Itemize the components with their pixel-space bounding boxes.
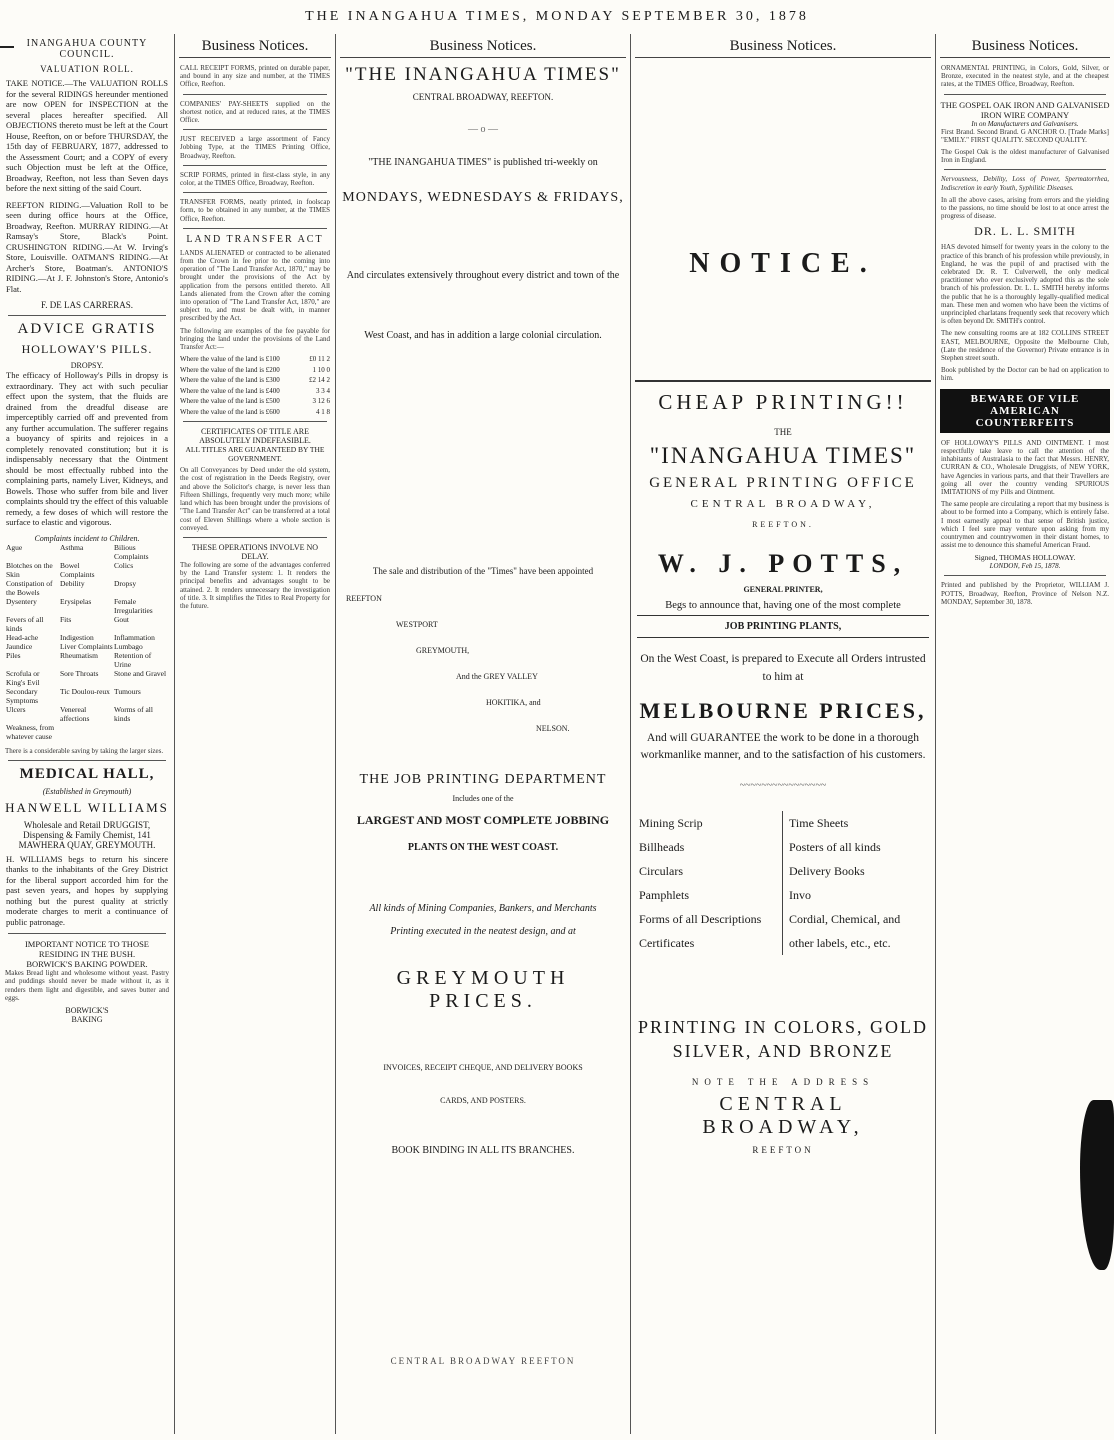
nervous-text: In all the above cases, arising from errors and the yielding to the passions, no time should be lost to at once arrest the progress of disease. <box>941 195 1109 221</box>
agents-list <box>336 586 630 742</box>
general-printing: GENERAL PRINTING OFFICE <box>649 475 917 491</box>
complaint-item: Secondary Symptoms <box>6 686 39 705</box>
section-header: Business Notices. <box>635 34 931 58</box>
complaint-item: Female Irregularities <box>114 596 153 615</box>
valuation-text: TAKE NOTICE.—The VALUATION ROLLS for the several RIDINGS hereunder mentioned are now OPEN for INSPECTION at the several places hereafter specified. All OBJECTIONS thereto must be left at the Court House, Reefton, on or before THURSDAY, the 15th day of FEBRUARY, 1877, addressed to the Assessment Court; and a COPY of every such Objection must be left at the Office, Broadway, Reefton, not less than Seven days before the next sitting of the said Court. <box>6 78 168 193</box>
circulation-text: And circulates extensively throughout every district and town of the West Coast, and has in addition a large colonial circulation. <box>346 270 620 341</box>
service-item: Time Sheets <box>789 816 849 830</box>
agent-item: GREYMOUTH, <box>416 646 470 655</box>
complaint-item: Inflammation <box>114 632 155 642</box>
section-header: Business Notices. <box>179 34 331 58</box>
column-3: Business Notices. "THE INANGAHUA TIMES" CENTRAL BROADWAY, REEFTON. — o — "THE INANGAHUA TIMES" is published tri-weekly on MONDAYS, WEDNESDAYS & FRIDAYS, And circulates extensively throughout every district and town of the West Coast, and has in addition a large colonial circulation. The sale and distribution of the "Times" have been appointed REEFTON WESTPORT GREYMOUTH, And the GREY VALLEY HOKITIKA, and NELSON. THE JOB PRINTING DEPARTMENT Includes one of the LARGEST AND MOST COMPLETE JOBBING PLANTS ON THE WEST COAST. All kinds of Mining Companies, Bankers, and Merchants Printing executed in the neatest design, and at GREYMOUTH PRICES. INVOICES, RECEIPT CHEQUE, AND DELIVERY BOOKS CARDS, AND POSTERS. BOOK BINDING IN ALL ITS BRANCHES. CENTRAL BROADWAY REEFTON <box>336 34 630 1434</box>
complaint-item: Worms of all kinds <box>114 704 153 723</box>
fee-label: Where the value of the land is £200 <box>180 365 280 374</box>
potts-name: W. J. POTTS, <box>657 549 909 578</box>
land-transfer-heading: LAND TRANSFER ACT <box>186 233 324 245</box>
coast-text: On the West Coast, is prepared to Execute all Orders intrusted to him at <box>640 653 926 683</box>
london-date: LONDON, Feb 15, 1878. <box>989 562 1061 571</box>
important-notice: IMPORTANT NOTICE TO THOSE RESIDING IN THE BUSH. <box>24 939 150 960</box>
complaint-item: Gout <box>114 614 129 624</box>
complaint-item: Fits <box>60 614 72 624</box>
complaints-list <box>6 543 168 741</box>
complaint-item: Ulcers <box>6 704 26 714</box>
council-title: INANGAHUA COUNTY COUNCIL. <box>26 38 148 60</box>
days-text: MONDAYS, WEDNESDAYS & FRIDAYS, <box>342 190 624 205</box>
melbourne-prices: MELBOURNE PRICES, <box>639 698 927 723</box>
fee-amount: 1 10 0 <box>312 365 330 374</box>
service-item: Forms of all Descriptions <box>639 912 762 926</box>
complaint-item: Tic Doulou-reux <box>60 686 110 696</box>
holloway-text: The efficacy of Holloway's Pills in dropsy is extraordinary. They act with such peculiar effect upon the system, that the fluids are drained from the dreadful disease are imperceptibly carried off and prevented from any further accumulation. The sufferer regains a buoyancy of spirits and rejoices in a completely renovated constitution; but it is indispensably necessary that the Ointment should be most effectually rubbed into the complaining parts, namely Liver, Kidneys, and Bowels. Those who suffer from bile and liver complaints should try the effect of this valuable remedy, a few doses of which will restore the surface to elastic and vigorous. <box>6 370 169 527</box>
ad-pay-sheets: COMPANIES' PAY-SHEETS supplied on the shortest notice, and at reduced rates, at the TIMES Office. <box>180 99 330 125</box>
fee-label: Where the value of the land is £400 <box>180 386 280 395</box>
column-4: Business Notices. NOTICE. CHEAP PRINTING!! THE "INANGAHUA TIMES" GENERAL PRINTING OFFICE CENTRAL BROADWAY, REEFTON. W. J. POTTS, GENERAL PRINTER, Begs to announce that, having one of the most complete JOB PRINTING PLANTS, On the West Coast, is prepared to Execute all Orders intrusted to him at MELBOURNE PRICES, And will GUARANTEE the work to be done in a thorough workmanlike manner, and to the satisfaction of his customers. ~~~~~~~~~~~~~~~~ Mining Scrip Billheads Circulars Pamphlets Forms of all Descriptions Certificates Time Sheets Posters of all kinds Delivery Books Invo Cordial, Chemical, and other labels, etc., etc. PRINTING IN COLORS, GOLD SILVER, AND BRONZE NOTE THE ADDRESS CENTRAL BROADWAY, REEFTON <box>631 34 935 1434</box>
fee-amount: 3 12 6 <box>312 397 330 406</box>
beware-banner: BEWARE OF VILE AMERICAN COUNTERFEITS <box>940 389 1110 433</box>
ridings-text: REEFTON RIDING.—Valuation Roll to be seen during office hours at the Office, Broadway, Reefton. MURRAY RIDING.—At Ramsay's Store, Black's Point. CRUSHINGTON RIDING.—At W. Irving's Store, Louisville. OATMAN'S RIDING.—At Archer's Store, Boatman's. ANTONIO'S RIDING.—At J. F. Johnston's Store, Antonio's Flat. <box>6 199 168 294</box>
times-address: CENTRAL BROADWAY, REEFTON. <box>412 92 554 102</box>
complaint-item: Asthma <box>60 542 84 552</box>
established-text: (Established in Greymouth) <box>42 786 132 796</box>
gospel-sub: In on Manufacturers and Galvanisers. <box>971 119 1079 128</box>
fee-row <box>180 408 330 417</box>
service-item: Invo <box>789 888 811 902</box>
complaint-item: Indigestion <box>60 632 94 642</box>
job-plants: JOB PRINTING PLANTS, <box>637 615 929 638</box>
hall-text: H. WILLIAMS begs to return his sincere thanks to the inhabitants of the Grey District for the liberal support accorded him for the past seven years, and hopes by supplying nothing but the purest quality at strictly moderate charges to merit a continuance of public patronage. <box>6 853 168 927</box>
complaint-item: Venereal affections <box>60 704 90 723</box>
fee-row <box>180 355 330 364</box>
complaint-item: Bowel Complaints <box>60 560 95 579</box>
agents-intro: The sale and distribution of the "Times" have been appointed <box>372 566 594 576</box>
ops-text: The following are some of the advantages conferred by the Land Transfer system: 1. It renders the principal benefits and advantages sought to be attained. 2. It renders unnecessary the investigation of title. 3. It simplifies the Titles to Real Property for the future. <box>180 560 330 610</box>
masthead: THE INANGAHUA TIMES, MONDAY SEPTEMBER 30, 1878 <box>305 9 809 24</box>
fee-label: Where the value of the land is £500 <box>180 397 280 406</box>
services-left <box>639 811 783 955</box>
service-item: Certificates <box>639 936 695 950</box>
gospel-text: The Gospel Oak is the oldest manufacturer of Galvanised Iron in England. <box>941 148 1109 165</box>
holloway-note: There is a considerable saving by taking the larger sizes. <box>5 746 164 755</box>
service-item: Billheads <box>639 840 685 854</box>
book-binding: BOOK BINDING IN ALL ITS BRANCHES. <box>391 1145 575 1156</box>
complaint-item: Dysentery <box>6 596 37 606</box>
smith-text: HAS devoted himself for twenty years in the colony to the practice of this branch of his profession while previously, in England, he was the pupil of and practised with the celebrated Dr. R. T. Culverwell, the only medical practitioner who ever exclusively adopted this as the sole branch of his profession. Dr. L. L. SMITH hereby informs the public that he is a thoroughly legally-qualified medical man. These men and women who have been the victims of unprincipled charlatans frequently seek that recovery which is often beyond Dr. SMITH's control. <box>941 243 1109 326</box>
fee-row <box>180 366 330 375</box>
column-1 <box>0 34 174 1434</box>
complaint-item: Jaundice <box>6 641 33 651</box>
complaint-item: Stone and Gravel <box>114 668 167 678</box>
agent-item: HOKITIKA, and <box>486 698 541 707</box>
nervous-heading: Nervousness, Debility, Loss of Power, Spermatorrhea, Indiscretion in early Youth, Syphilitic Diseases. <box>941 175 1109 192</box>
complaint-item: Retention of Urine <box>114 650 152 669</box>
service-item: Posters of all kinds <box>789 840 881 854</box>
address-reefton: REEFTON <box>752 1145 814 1155</box>
colors-text: PRINTING IN COLORS, GOLD SILVER, AND BRONZE <box>638 1017 928 1061</box>
complaint-item: Erysipelas <box>60 596 92 606</box>
fee-amount: 3 3 4 <box>316 386 330 395</box>
general-printer: GENERAL PRINTER, <box>743 585 823 594</box>
gospel-heading: THE GOSPEL OAK IRON AND GALVANISED IRON WIRE COMPANY <box>940 99 1110 120</box>
complaints-heading: Complaints incident to Children. <box>34 533 140 543</box>
cheap-printing: CHEAP PRINTING!! <box>658 390 908 414</box>
complaint-item: Sore Throats <box>60 668 99 678</box>
borwick-text: Makes Bread light and wholesome without yeast. Pastry and puddings should never be made without it, as it renders them light and digestible, and saves butter and eggs. <box>5 969 169 1002</box>
announce-text: Begs to announce that, having one of the most complete <box>665 600 901 611</box>
plants-text: PLANTS ON THE WEST COAST. <box>407 842 559 853</box>
fee-amount: £2 14 2 <box>309 376 330 385</box>
ad-scrip-forms: SCRIP FORMS, printed in first-class style, in any color, at the TIMES Office, Broadway, Reefton. <box>180 170 330 188</box>
cards-text: CARDS, AND POSTERS. <box>440 1096 526 1105</box>
services-right <box>783 811 927 955</box>
advice-heading: ADVICE GRATIS <box>17 321 157 337</box>
ad-receipt-forms: CALL RECEIPT FORMS, printed on durable paper, and bound in any size and number, at the TIMES Office, Reefton. <box>180 64 330 89</box>
fees-table <box>175 355 335 416</box>
fee-amount: 4 1 8 <box>316 407 330 416</box>
complaint-item: Fevers of all kinds <box>6 614 44 633</box>
kinds-text: All kinds of Mining Companies, Bankers, and Merchants <box>369 903 597 914</box>
council-signature: F. DE LAS CARRERAS. <box>40 300 134 310</box>
note-address: NOTE THE ADDRESS <box>691 1077 875 1087</box>
hanwell-williams: HANWELL WILLIAMS <box>5 799 169 815</box>
central-broadway: CENTRAL BROADWAY, <box>690 498 876 510</box>
printer-imprint: Printed and published by the Proprietor, WILLIAM J. POTTS, Broadway, Reefton, Province of Nelson N.Z. MONDAY, September 30, 1878. <box>941 581 1109 606</box>
complaint-item: Weakness, from whatever cause <box>6 722 55 741</box>
agent-item: And the GREY VALLEY <box>456 672 538 681</box>
holloway-heading: HOLLOWAY'S PILLS. <box>21 342 153 356</box>
medical-hall-title: MEDICAL HALL, <box>19 765 155 782</box>
druggist-text: Wholesale and Retail DRUGGIST, Dispensing & Family Chemist, 141 MAWHERA QUAY, GREYMOUTH. <box>18 819 156 850</box>
section-header: Business Notices. <box>940 34 1110 58</box>
fees-intro: The following are examples of the fee payable for bringing the land under the provisions of the Land Transfer Act:— <box>180 326 330 352</box>
fee-label: Where the value of the land is £100 <box>180 355 280 364</box>
ops-heading: THESE OPERATIONS INVOLVE NO DELAY. <box>191 542 319 561</box>
guaranteed-heading: ALL TITLES ARE GUARANTEED BY THE GOVERNMENT. <box>185 445 325 464</box>
includes-text: Includes one of the <box>452 794 514 803</box>
complaint-item: Tumours <box>114 686 141 696</box>
fee-label: Where the value of the land is £300 <box>180 376 280 385</box>
complaint-item: Scrofula or King's Evil <box>6 668 40 687</box>
baking-label: BAKING <box>71 1015 103 1025</box>
agent-item: WESTPORT <box>396 620 438 629</box>
beware-text-2: The same people are circulating a report that my business is about to be formed into a Company, which is entirely false. I most earnestly appeal to that sense of British justice, which I feel sure may venture upon asking from my countrymen and countrywomen in their distant homes, to assist me to denounce this shameful American Fraud. <box>941 500 1109 550</box>
the-label: THE <box>774 427 792 437</box>
complaint-item: Dropsy <box>114 578 137 588</box>
complaint-item: Constipation of the Bowels <box>6 578 53 597</box>
smith-heading: DR. L. L. SMITH <box>974 224 1076 239</box>
complaint-item: Bilious Complaints <box>114 542 149 561</box>
fee-amount: £0 11 2 <box>309 355 330 364</box>
service-item: Cordial, Chemical, and other labels, etc., etc. <box>789 912 901 950</box>
times-title: "THE INANGAHUA TIMES" <box>345 64 621 85</box>
fee-label: Where the value of the land is £600 <box>180 407 280 416</box>
service-item: Pamphlets <box>639 888 689 902</box>
service-item: Delivery Books <box>789 864 865 878</box>
fee-row <box>180 376 330 385</box>
borwicks-label: BORWICK'S <box>65 1006 109 1016</box>
published-text: "THE INANGAHUA TIMES" is published tri-weekly on <box>368 157 598 168</box>
times-name: "INANGAHUA TIMES" <box>649 443 917 468</box>
guarantee-text: And will GUARANTEE the work to be done in a thorough workmanlike manner, and to the satisfaction of his customers. <box>640 732 926 761</box>
complaint-item: Blotches on the Skin <box>6 560 53 579</box>
agent-item: REEFTON <box>346 594 382 603</box>
agent-item: NELSON. <box>536 724 570 733</box>
section-header: Business Notices. <box>340 34 626 58</box>
complaint-item: Rheumatism <box>60 650 98 660</box>
beware-text: OF HOLLOWAY'S PILLS AND OINTMENT. I most respectfully take leave to call the attention of the inhabitants of Australasia to the fact that Messrs. HENRY, CURRAN & CO., Wholesale Druggists, of NEW YORK, have Agencies in various parts, and that their Travellers are going all over the country vending SPURIOUS IMITATIONS of my Pills and Ointment. <box>941 438 1109 496</box>
largest-text: LARGEST AND MOST COMPLETE JOBBING <box>356 813 610 827</box>
invoices-text: INVOICES, RECEIPT CHEQUE, AND DELIVERY BOOKS <box>383 1063 583 1072</box>
service-item: Circulars <box>639 864 683 878</box>
service-item: Mining Scrip <box>639 816 703 830</box>
fee-row <box>180 397 330 406</box>
ad-transfer-forms: TRANSFER FORMS, neatly printed, in foolscap form, to be obtained in any number, at the TIMES Office, Reefton. <box>180 198 330 223</box>
complaint-item: Colics <box>114 560 134 570</box>
complaint-item: Debility <box>60 578 85 588</box>
book-text: Book published by the Doctor can be had on application to him. <box>941 366 1109 383</box>
signed-text: Signed, THOMAS HOLLOWAY. <box>974 553 1076 563</box>
dropsy-heading: DROPSY. <box>70 361 104 370</box>
complaint-item: Piles <box>6 650 21 660</box>
gospel-brands: First Brand. Second Brand. G ANCHOR O. [Trade Marks] "EMILY." FIRST QUALITY. SECOND QUALITY. <box>941 127 1109 144</box>
complaint-item: Ague <box>6 542 23 552</box>
job-dept-heading: THE JOB PRINTING DEPARTMENT <box>359 772 607 787</box>
notice-heading: NOTICE. <box>689 248 877 279</box>
reefton-label: REEFTON. <box>752 520 814 529</box>
cert-heading: CERTIFICATES OF TITLE ARE ABSOLUTELY INDEFEASIBLE. <box>199 427 311 446</box>
complaint-item: Lumbago <box>114 641 143 651</box>
complaint-item: Head-ache <box>6 632 39 642</box>
land-text: LANDS ALIENATED or contracted to be alienated from the Crown in fee prior to the coming into operation of "The Land Transfer Act, 1870," may be brought under the provisions of the Act by application from the persons entitled thereto. All Lands alienated from the Crown after the coming into operation of "The Land Transfer Act, 1870," are subject to, and must be dealt with, in manner prescribed by the Act. <box>180 248 330 323</box>
consult-text: The new consulting rooms are at 182 COLLINS STREET EAST, MELBOURNE, Opposite the Melbourne Club, (Late the residence of the Governor) Private entrance is in Stephen street south. <box>941 329 1109 363</box>
col3-footer: CENTRAL BROADWAY REEFTON <box>390 1356 576 1366</box>
address-line: CENTRAL BROADWAY, <box>702 1093 864 1138</box>
column-2 <box>175 34 335 1434</box>
complaint-item: Liver Complaints <box>60 641 113 651</box>
greymouth-prices: GREYMOUTH PRICES. <box>396 967 570 1012</box>
fee-row <box>180 387 330 396</box>
printing-text: Printing executed in the neatest design, and at <box>390 926 576 937</box>
cert-text: On all Conveyances by Deed under the old system, the cost of registration in the Deeds Registry, over and above the Solicitor's charge, is never less than Fifteen Shillings, frequently very much more; while land which has been brought under the provisions of "The Land Transfer Act" can be transferred at a total cost of Eleven Shillings where a whole section is conveyed. <box>180 466 330 532</box>
ornamental-text: ORNAMENTAL PRINTING, in Colors, Gold, Silver, or Bronze, executed in the neatest style, and at the cheapest rates, at the TIMES Office, Broadway, Reefton. <box>941 64 1109 89</box>
valuation-heading: VALUATION ROLL. <box>40 64 134 74</box>
ad-type: JUST RECEIVED a large assortment of Fancy Jobbing Type, at the TIMES Printing Office, Broadway, Reefton. <box>180 135 330 160</box>
borwick-heading: BORWICK'S BAKING POWDER. <box>26 959 148 970</box>
